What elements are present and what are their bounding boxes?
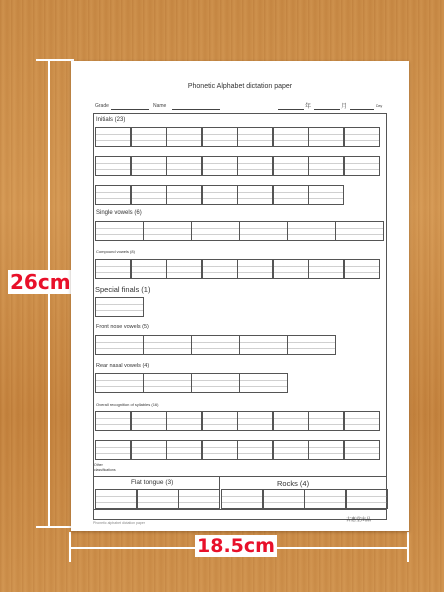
writing-cell[interactable] xyxy=(273,127,309,147)
section-rocks: Rocks (4) xyxy=(277,479,310,488)
writing-cell[interactable] xyxy=(178,489,220,509)
section-rear-nasal-vowels: Rear nasal vowels (4) xyxy=(96,363,150,369)
section-flat-tongue: Flat tongue (3) xyxy=(131,479,174,486)
writing-cell[interactable] xyxy=(166,411,202,431)
writing-cell[interactable] xyxy=(143,335,192,355)
writing-cell[interactable] xyxy=(308,156,344,176)
writing-cell[interactable] xyxy=(95,335,144,355)
writing-cell[interactable] xyxy=(273,156,309,176)
section-classifications: classifications xyxy=(94,468,116,472)
width-left-tick xyxy=(69,532,71,562)
writing-cell[interactable] xyxy=(308,185,344,205)
writing-cell[interactable] xyxy=(166,127,202,147)
section-overall-syllables: Overall recognition of syllables (16) xyxy=(96,402,159,407)
month-char: 月 xyxy=(341,104,348,110)
writing-cell[interactable] xyxy=(166,259,202,279)
writing-cell[interactable] xyxy=(166,185,202,205)
name-blank xyxy=(172,109,220,110)
initials-row-3 xyxy=(95,185,344,205)
writing-cell[interactable] xyxy=(344,156,380,176)
section-initials: Initials (23) xyxy=(96,117,126,123)
overall-row-1 xyxy=(95,411,379,431)
writing-cell[interactable] xyxy=(137,489,179,509)
height-label: 26cm xyxy=(10,270,71,294)
initials-row-2 xyxy=(95,156,379,176)
height-bottom-tick xyxy=(36,526,74,528)
writing-cell[interactable] xyxy=(95,259,131,279)
writing-cell[interactable] xyxy=(237,259,273,279)
writing-cell[interactable] xyxy=(344,411,380,431)
writing-cell[interactable] xyxy=(308,411,344,431)
writing-cell[interactable] xyxy=(202,156,238,176)
writing-cell[interactable] xyxy=(95,221,144,241)
writing-cell[interactable] xyxy=(143,373,192,393)
grade-blank xyxy=(111,109,149,110)
writing-cell[interactable] xyxy=(131,127,167,147)
writing-cell[interactable] xyxy=(95,297,144,317)
writing-cell[interactable] xyxy=(237,127,273,147)
writing-cell[interactable] xyxy=(239,373,288,393)
writing-cell[interactable] xyxy=(95,373,144,393)
width-label: 18.5cm xyxy=(197,535,275,557)
writing-cell[interactable] xyxy=(202,259,238,279)
writing-cell[interactable] xyxy=(131,259,167,279)
writing-cell[interactable] xyxy=(237,440,273,460)
single-vowels-row xyxy=(95,221,383,241)
writing-cell[interactable] xyxy=(202,440,238,460)
writing-cell[interactable] xyxy=(308,127,344,147)
writing-cell[interactable] xyxy=(166,440,202,460)
writing-cell[interactable] xyxy=(304,489,346,509)
writing-cell[interactable] xyxy=(131,185,167,205)
paper-title: Phonetic Alphabet dictation paper xyxy=(187,83,293,90)
writing-cell[interactable] xyxy=(287,335,336,355)
year-char: 年 xyxy=(305,104,312,110)
day-blank xyxy=(350,109,374,110)
writing-cell[interactable] xyxy=(95,185,131,205)
writing-cell[interactable] xyxy=(273,411,309,431)
writing-cell[interactable] xyxy=(308,259,344,279)
name-label: Name xyxy=(153,103,167,109)
writing-cell[interactable] xyxy=(308,440,344,460)
writing-cell[interactable] xyxy=(273,259,309,279)
writing-cell[interactable] xyxy=(202,127,238,147)
writing-cell[interactable] xyxy=(221,489,263,509)
front-nose-row xyxy=(95,335,335,355)
writing-cell[interactable] xyxy=(237,185,273,205)
writing-cell[interactable] xyxy=(95,440,131,460)
writing-cell[interactable] xyxy=(166,156,202,176)
writing-cell[interactable] xyxy=(239,221,288,241)
writing-cell[interactable] xyxy=(287,221,336,241)
writing-cell[interactable] xyxy=(143,221,192,241)
brand-mark: 古惠堂出品 xyxy=(346,517,372,523)
writing-cell[interactable] xyxy=(263,489,305,509)
writing-cell[interactable] xyxy=(273,440,309,460)
special-finals-row xyxy=(95,297,143,317)
initials-row-1 xyxy=(95,127,379,147)
rocks-row xyxy=(221,489,387,509)
footer-note: Phonetic alphabet dictation paper xyxy=(93,521,145,525)
writing-cell[interactable] xyxy=(237,156,273,176)
flat-tongue-row xyxy=(95,489,220,509)
height-top-tick xyxy=(36,59,74,61)
writing-cell[interactable] xyxy=(95,411,131,431)
compound-vowels-row xyxy=(95,259,379,279)
writing-cell[interactable] xyxy=(131,411,167,431)
writing-cell[interactable] xyxy=(346,489,388,509)
writing-cell[interactable] xyxy=(344,127,380,147)
writing-cell[interactable] xyxy=(95,489,137,509)
writing-cell[interactable] xyxy=(191,373,240,393)
section-single-vowels: Single vowels (6) xyxy=(96,210,142,216)
writing-cell[interactable] xyxy=(202,185,238,205)
day-label: Day xyxy=(376,104,383,108)
writing-cell[interactable] xyxy=(273,185,309,205)
writing-cell[interactable] xyxy=(344,440,380,460)
dictation-paper xyxy=(71,61,409,531)
writing-cell[interactable] xyxy=(202,411,238,431)
writing-cell[interactable] xyxy=(335,221,384,241)
writing-cell[interactable] xyxy=(191,221,240,241)
year-blank xyxy=(278,109,304,110)
writing-cell[interactable] xyxy=(95,127,131,147)
writing-cell[interactable] xyxy=(344,259,380,279)
overall-row-2 xyxy=(95,440,379,460)
month-blank xyxy=(314,109,340,110)
section-special-finals: Special finals (1) xyxy=(95,285,151,294)
writing-cell[interactable] xyxy=(131,156,167,176)
writing-cell[interactable] xyxy=(95,156,131,176)
section-other: Other xyxy=(94,463,103,467)
section-compound-vowels: Compound vowels (8) xyxy=(96,249,135,254)
writing-cell[interactable] xyxy=(191,335,240,355)
writing-cell[interactable] xyxy=(131,440,167,460)
writing-cell[interactable] xyxy=(237,411,273,431)
width-right-tick xyxy=(407,532,409,562)
rear-nasal-row xyxy=(95,373,287,393)
section-front-nose-vowels: Front nose vowels (5) xyxy=(96,324,149,330)
grade-label: Grade xyxy=(95,103,109,109)
writing-cell[interactable] xyxy=(239,335,288,355)
